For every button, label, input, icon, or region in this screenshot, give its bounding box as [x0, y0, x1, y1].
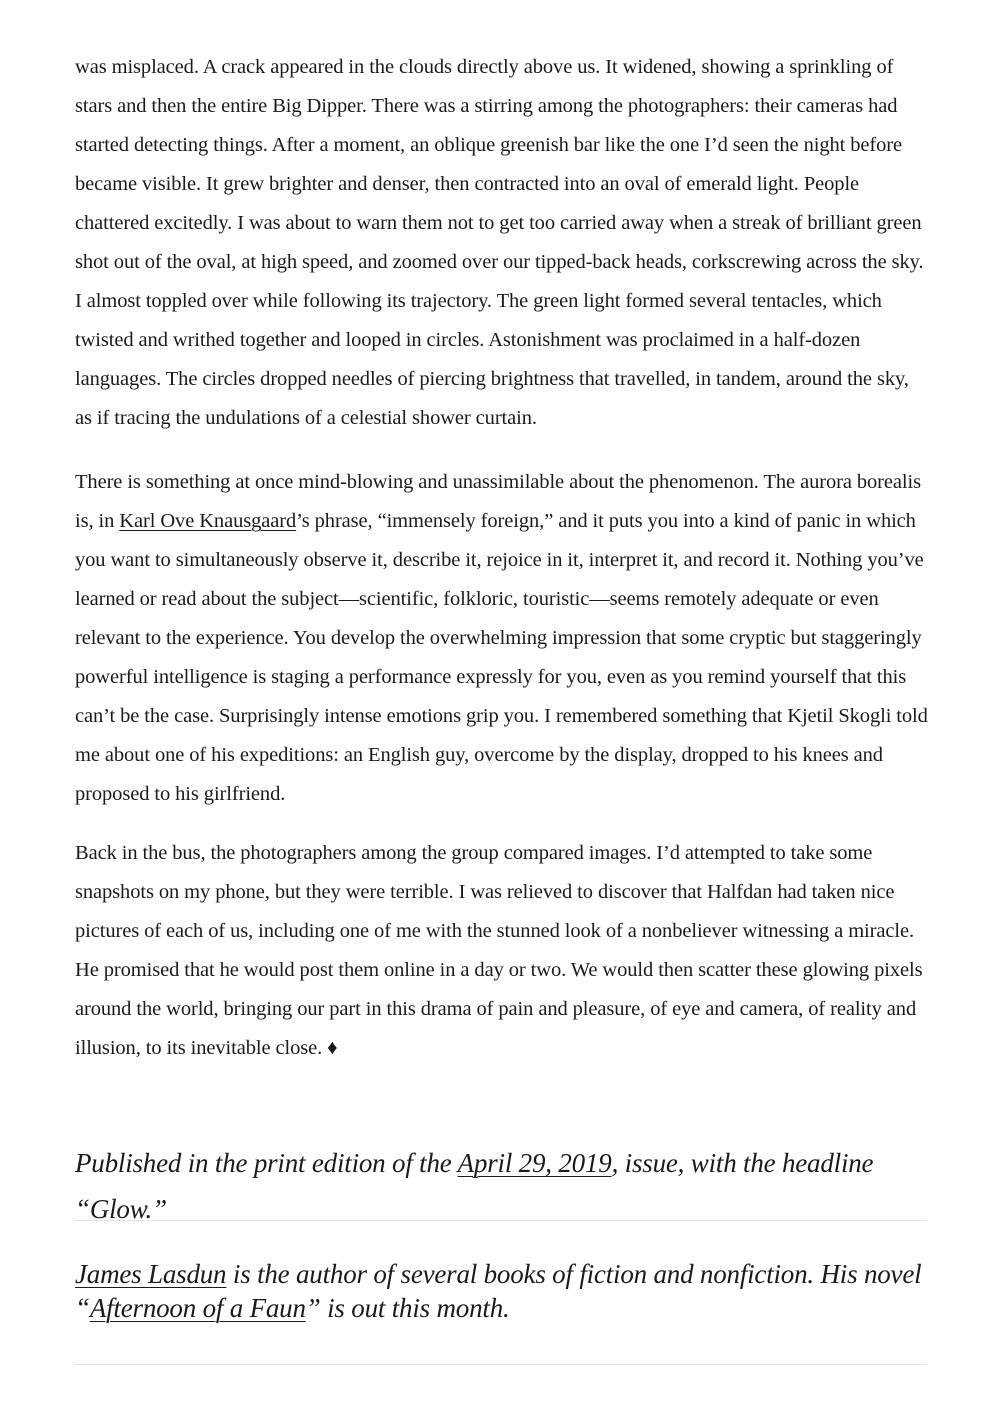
book-link[interactable]: Afternoon of a Faun	[89, 1293, 306, 1323]
author-link[interactable]: James Lasdun	[75, 1259, 227, 1289]
article-paragraph-1: was misplaced. A crack appeared in the clouds directly above us. It widened, showing a sprinkling of stars and then the entire Big Dipper. There was a stirring among the photographers: their cameras had started detecting things. After a moment, an oblique greenish bar like the one I’d seen the night before became visible. It grew brighter and denser, then contracted into an oval of emerald light. People chattered excitedly. I was about to warn them not to get too carried away when a streak of brilliant green shot out of the oval, at high speed, and zoomed over our tipped-back heads, corkscrewing across the sky. I almost toppled over while following its trajectory. The green light formed several tentacles, which twisted and writhed together and looped in circles. Astonishment was proclaimed in a half-dozen languages. The circles dropped needles of piercing brightness that travelled, in tandem, around the sky, as if tracing the undulations of a celestial shower curtain.	[75, 56, 924, 429]
paragraph-2-text-end: ’s phrase, “immensely foreign,” and it puts you into a kind of panic in which you want to simultaneously observe it, describe it, rejoice in it, interpret it, and record it. Nothing you’ve learned or read about the subject—scientific, folkloric, touristic—seems remotely adequate or even relevant to the experience. You develop the overwhelming impression that some cryptic but staggeringly powerful intelligence is staging a performance expressly for you, even as you remind yourself that this can’t be the case. Surprisingly intense emotions grip you. I remembered something that Kjetil Skogli told me about one of his expeditions: an English guy, overcome by the display, dropped to his knees and proposed to his girlfriend.	[75, 510, 928, 805]
author-bio	[75, 1257, 935, 1325]
divider	[75, 1220, 927, 1221]
divider	[75, 1364, 927, 1365]
print-edition-text-start: Published in the print edition of the	[75, 1148, 458, 1178]
article-body	[75, 48, 930, 1068]
author-bio-text-end: ” is out this month.	[305, 1293, 510, 1323]
paragraph-2-text-start: There is something at once mind-blowing and unassimilable about the phenomenon. The aurora borealis is, in	[75, 471, 921, 532]
issue-date-link[interactable]: April 29, 2019	[457, 1148, 612, 1178]
karl-ove-knausgaard-link[interactable]: Karl Ove Knausgaard	[119, 510, 297, 532]
print-edition-note	[75, 1140, 935, 1232]
paragraph-3-text: Back in the bus, the photographers among the group compared images. I’d attempted to take some snapshots on my phone, but they were terrible. I was relieved to discover that Halfdan had taken nice pictures of each of us, including one of me with the stunned look of a nonbeliever witnessing a miracle. He promised that he would post them online in a day or two. We would then scatter these glowing pixels around the world, bringing our part in this drama of pain and pleasure, of eye and camera, of reality and illusion, to its inevitable close.	[75, 842, 923, 1059]
article-paragraph-2	[75, 463, 930, 814]
author-bio-text: is the author of several books of fiction and nonfiction. His novel “	[75, 1259, 922, 1323]
article-paragraph-3	[75, 834, 930, 1068]
print-edition-text-end: , issue, with the headline “Glow.”	[75, 1148, 874, 1224]
end-mark-icon: ♦	[327, 1037, 338, 1059]
